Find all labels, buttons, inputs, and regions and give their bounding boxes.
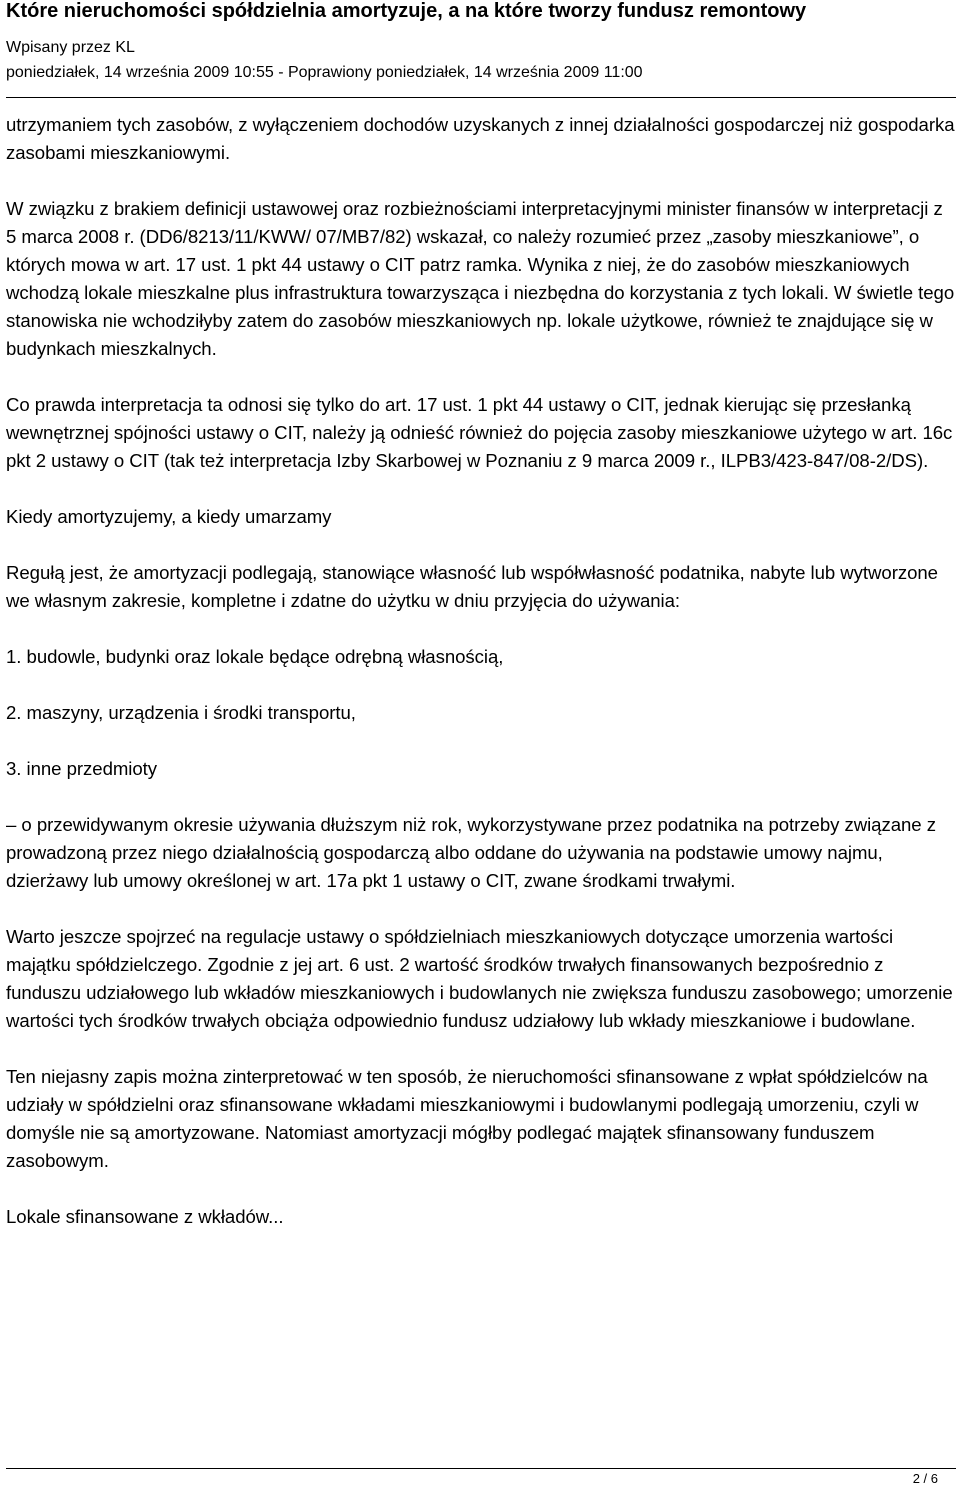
footer-divider — [6, 1468, 956, 1469]
page-header — [6, 0, 956, 82]
header-divider — [6, 97, 956, 98]
document-title: Które nieruchomości spółdzielnia amortyzuje, a na które tworzy fundusz remontowy — [6, 0, 807, 22]
paragraph: utrzymaniem tych zasobów, z wyłączeniem dochodów uzyskanych z innej działalności gospodarczej niż gospodarka zasobami mieszkaniowymi. — [6, 114, 955, 163]
paragraph: W związku z brakiem definicji ustawowej oraz rozbieżnościami interpretacyjnymi minister finansów w interpretacji z 5 marca 2008 r. (DD6/8213/11/KWW/ 07/MB7/82) wskazał, co należy rozumieć przez „zasoby mieszkaniowe”, o których mowa w art. 17 ust. 1 pkt 44 ustawy o CIT patrz ramka. Wynika z niej, że do zasobów mieszkaniowych wchodzą lokale mieszkalne plus infrastruktura towarzysząca i niezbędna do korzystania z tych lokali. W świetle tego stanowiska nie wchodziłyby zatem do zasobów mieszkaniowych np. lokale użytkowe, również te znajdujące się w budynkach mieszkalnych. — [6, 198, 955, 359]
paragraph: Regułą jest, że amortyzacji podlegają, stanowiące własność lub współwłasność podatnika, nabyte lub wytworzone we własnym zakresie, kompletne i zdatne do użytku w dniu przyjęcia do używania: — [6, 562, 938, 611]
paragraph: Warto jeszcze spojrzeć na regulacje ustawy o spółdzielniach mieszkaniowych dotyczące umorzenia wartości majątku spółdzielczego. Zgodnie z jej art. 6 ust. 2 wartość środków trwałych finansowanych bezpośrednio z funduszu udziałowego lub wkładów mieszkaniowych i budowlanych nie zwiększa funduszu zasobowego; umorzenie wartości tych środków trwałych obciąża odpowiednio fundusz udziałowy lub wkłady mieszkaniowe i budowlane. — [6, 926, 953, 1031]
article-body — [6, 111, 956, 1259]
list-item: 2. maszyny, urządzenia i środki transportu, — [6, 702, 356, 723]
paragraph: Co prawda interpretacja ta odnosi się tylko do art. 17 ust. 1 pkt 44 ustawy o CIT, jednak kierując się przesłanką wewnętrznej spójności ustawy o CIT, należy ją odnieść również do pojęcia zasoby mieszkaniowe użytego w art. 16c pkt 2 ustawy o CIT (tak też interpretacja Izby Skarbowej w Poznaniu z 9 marca 2009 r., ILPB3/423-847/08-2/DS). — [6, 394, 953, 471]
section-heading: Kiedy amortyzujemy, a kiedy umarzamy — [6, 506, 332, 527]
author-line: Wpisany przez KL — [6, 39, 135, 56]
paragraph: – o przewidywanym okresie używania dłuższym niż rok, wykorzystywane przez podatnika na potrzeby związane z prowadzoną przez niego działalnością gospodarczą albo oddane do używania na podstawie umowy najmu, dzierżawy lub umowy określonej w art. 17a pkt 1 ustawy o CIT, zwane środkami trwałymi. — [6, 814, 936, 891]
list-item: 1. budowle, budynki oraz lokale będące odrębną własnością, — [6, 646, 504, 667]
date-line: poniedziałek, 14 września 2009 10:55 - Poprawiony poniedziałek, 14 września 2009 11:00 — [6, 64, 643, 81]
list-item: 3. inne przedmioty — [6, 758, 158, 779]
paragraph: Lokale sfinansowane z wkładów... — [6, 1206, 284, 1227]
paragraph: Ten niejasny zapis można zinterpretować w ten sposób, że nieruchomości sfinansowane z wpłat spółdzielców na udziały w spółdzielni oraz sfinansowane wkładami mieszkaniowymi i budowlanymi podlegają umorzeniu, czyli w domyśle nie są amortyzowane. Natomiast amortyzacji mógłby podlegać majątek sfinansowany funduszem zasobowym. — [6, 1066, 928, 1171]
page-number: 2 / 6 — [912, 1471, 938, 1486]
